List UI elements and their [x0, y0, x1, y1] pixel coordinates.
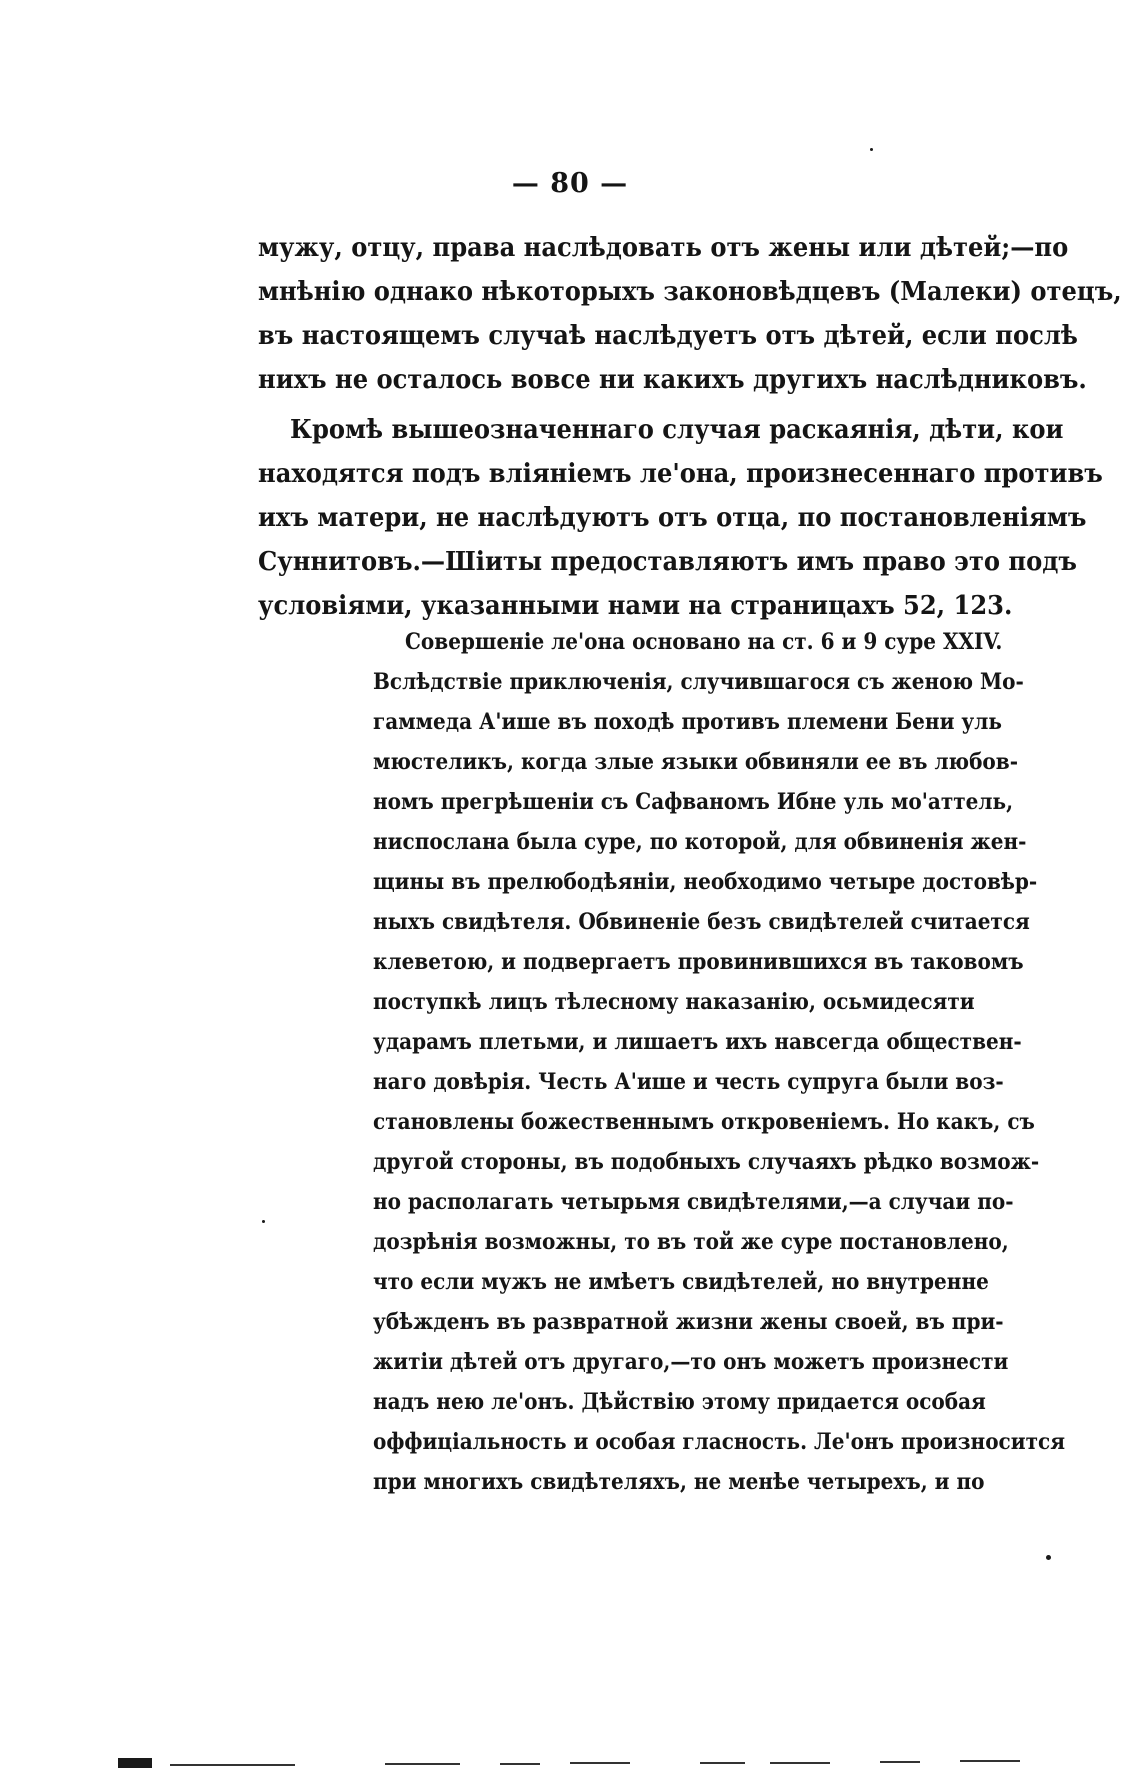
- scan-edge-dash: [700, 1762, 745, 1764]
- note-line: но располагать четырьмя свидѣтелями,—а случаи по-: [373, 1189, 1014, 1215]
- note-line: Вслѣдствіе приключенія, случившагося съ женою Мо-: [373, 669, 1024, 695]
- note-line: мюстеликъ, когда злые языки обвиняли ее въ любов-: [373, 749, 1019, 775]
- note-line: Совершеніе ле'она основано на ст. 6 и 9 суре XXIV.: [405, 629, 1003, 655]
- note-line: становлены божественнымъ откровеніемъ. Но какъ, съ: [373, 1109, 1035, 1135]
- scan-edge-dash: [880, 1761, 920, 1763]
- body-line: мнѣнію однако нѣкоторыхъ законовѣдцевъ (Малеки) отецъ,: [258, 277, 1122, 307]
- scan-speck: [1046, 1555, 1051, 1560]
- note-line: при многихъ свидѣтеляхъ, не менѣе четырехъ, и по: [373, 1469, 985, 1495]
- scan-edge-dash: [770, 1762, 830, 1764]
- note-line: ударамъ плетьми, и лишаетъ ихъ навсегда обществен-: [373, 1029, 1022, 1055]
- scan-edge-dash: [385, 1763, 460, 1765]
- scan-edge-dash: [570, 1762, 630, 1764]
- note-line: номъ прегрѣшеніи съ Сафваномъ Ибне уль мо'аттель,: [373, 789, 1014, 815]
- body-line: нихъ не осталось вовсе ни какихъ другихъ наслѣдниковъ.: [258, 365, 1087, 395]
- body-line: въ настоящемъ случаѣ наслѣдуетъ отъ дѣтей, если послѣ: [258, 321, 1078, 351]
- body-line: находятся подъ вліяніемъ ле'она, произнесеннаго противъ: [258, 459, 1103, 489]
- note-line: другой стороны, въ подобныхъ случаяхъ рѣдко возмож-: [373, 1149, 1040, 1175]
- scan-edge-dash: [170, 1764, 295, 1766]
- note-line: наго довѣрія. Честь А'ише и честь супруга были воз-: [373, 1069, 1004, 1095]
- scan-edge-mark: [118, 1758, 152, 1768]
- note-line: ниспослана была суре, по которой, для обвиненія жен-: [373, 829, 1027, 855]
- note-line: житіи дѣтей отъ другаго,—то онъ можетъ произнести: [373, 1349, 1009, 1375]
- body-line: ихъ матери, не наслѣдуютъ отъ отца, по постановленіямъ: [258, 503, 1087, 533]
- body-line: Кромѣ вышеозначеннаго случая раскаянія, дѣти, кои: [290, 415, 1064, 445]
- note-line: ныхъ свидѣтеля. Обвиненіе безъ свидѣтелей считается: [373, 909, 1030, 935]
- note-line: клеветою, и подвергаетъ провинившихся въ таковомъ: [373, 949, 1024, 975]
- scan-edge-dash: [960, 1760, 1020, 1762]
- note-line: убѣжденъ въ развратной жизни жены своей, въ при-: [373, 1309, 1004, 1335]
- note-line: что если мужъ не имѣетъ свидѣтелей, но внутренне: [373, 1269, 989, 1295]
- scan-speck: [262, 1220, 265, 1223]
- page-number: — 80 —: [511, 168, 629, 199]
- note-line: поступкѣ лицъ тѣлесному наказанію, осьмидесяти: [373, 989, 975, 1015]
- note-line: дозрѣнія возможны, то въ той же суре постановлено,: [373, 1229, 1009, 1255]
- body-line: условіями, указанными нами на страницахъ 52, 123.: [258, 591, 1013, 621]
- body-line: Суннитовъ.—Шіиты предоставляютъ имъ право это подъ: [258, 547, 1077, 577]
- scan-speck: [870, 148, 873, 151]
- scan-edge-dash: [500, 1763, 540, 1765]
- note-line: надъ нею ле'онъ. Дѣйствію этому придается особая: [373, 1389, 986, 1415]
- body-line: мужу, отцу, права наслѣдовать отъ жены или дѣтей;—по: [258, 233, 1069, 263]
- note-line: гаммеда А'ише въ походѣ противъ племени Бени уль: [373, 709, 1002, 735]
- note-line: щины въ прелюбодѣяніи, необходимо четыре достовѣр-: [373, 869, 1038, 895]
- note-line: оффиціальность и особая гласность. Ле'онъ произносится: [373, 1429, 1065, 1455]
